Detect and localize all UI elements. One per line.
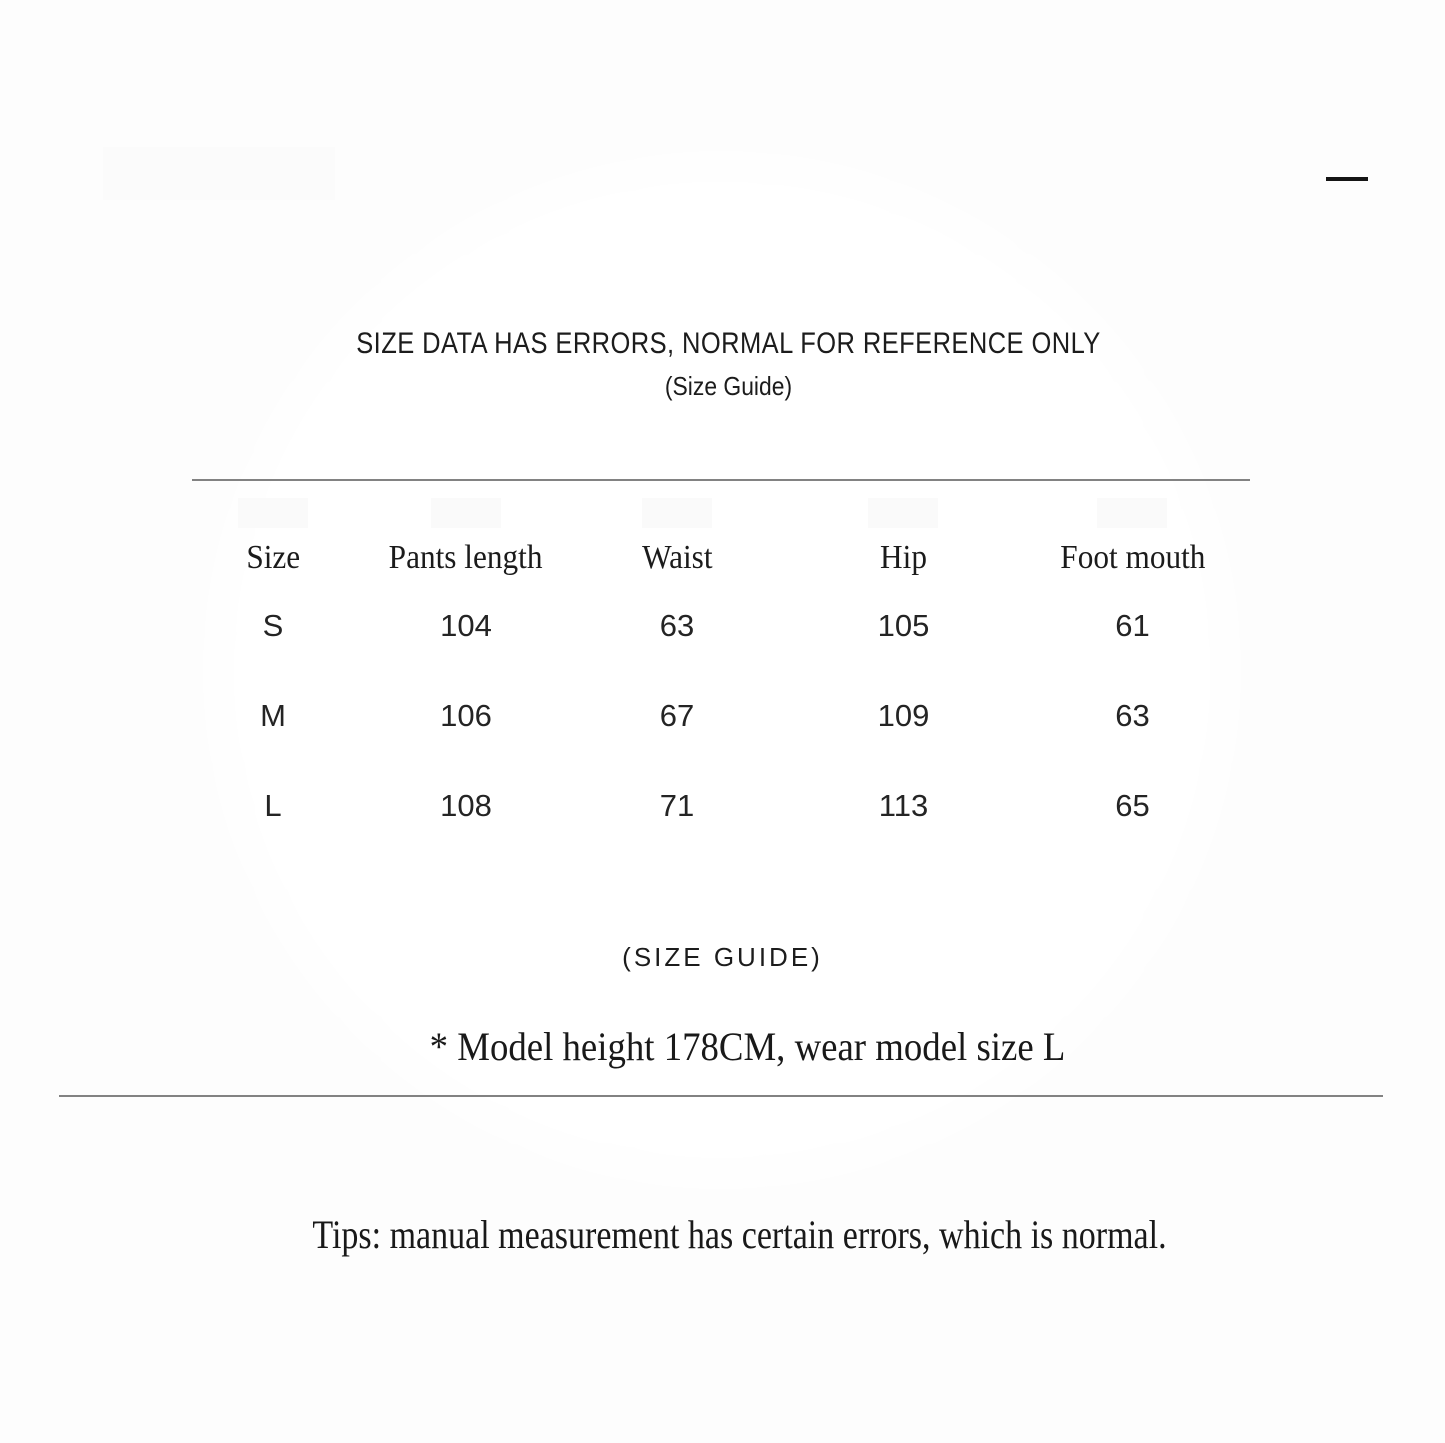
top-right-dash: [1326, 177, 1368, 181]
cell-hip: 113: [878, 788, 929, 823]
table-row-l: [178, 784, 1248, 828]
column-header-waist: Waist: [641, 539, 713, 576]
cell-size-label: M: [260, 698, 286, 733]
column-header-size: Size: [246, 539, 300, 576]
table-header-row: [178, 536, 1248, 580]
column-header-hip: Hip: [880, 539, 927, 576]
table-row-m: [178, 694, 1248, 738]
cell-pants-length: 108: [440, 788, 492, 823]
cell-foot-mouth: 65: [1115, 788, 1150, 823]
table-row-s: [178, 604, 1248, 648]
tips-note: Tips: manual measurement has certain errors, which is normal.: [312, 1212, 1167, 1257]
cell-hip: 109: [877, 698, 930, 733]
page-subtitle: (Size Guide): [664, 371, 793, 401]
cell-pants-length: 106: [440, 698, 492, 733]
cell-waist: 71: [659, 788, 695, 823]
cell-size-label: L: [264, 788, 282, 823]
column-header-foot-mouth: Foot mouth: [1059, 539, 1206, 576]
model-height-note: * Model height 178CM, wear model size L: [429, 1024, 1066, 1069]
cell-foot-mouth: 61: [1115, 608, 1150, 643]
cell-pants-length: 104: [440, 608, 492, 643]
cell-hip: 105: [877, 608, 930, 643]
column-header-pants-length: Pants length: [389, 539, 543, 576]
size-guide-caption: (SIZE GUIDE): [622, 942, 823, 972]
page-title: SIZE DATA HAS ERRORS, NORMAL FOR REFERENCE ONLY: [356, 327, 1101, 360]
size-table: [178, 0, 1248, 900]
cell-foot-mouth: 63: [1115, 698, 1150, 733]
cell-waist: 67: [659, 698, 695, 733]
bottom-divider: [59, 1095, 1383, 1097]
cell-size-label: S: [262, 608, 284, 643]
cell-waist: 63: [659, 608, 695, 643]
